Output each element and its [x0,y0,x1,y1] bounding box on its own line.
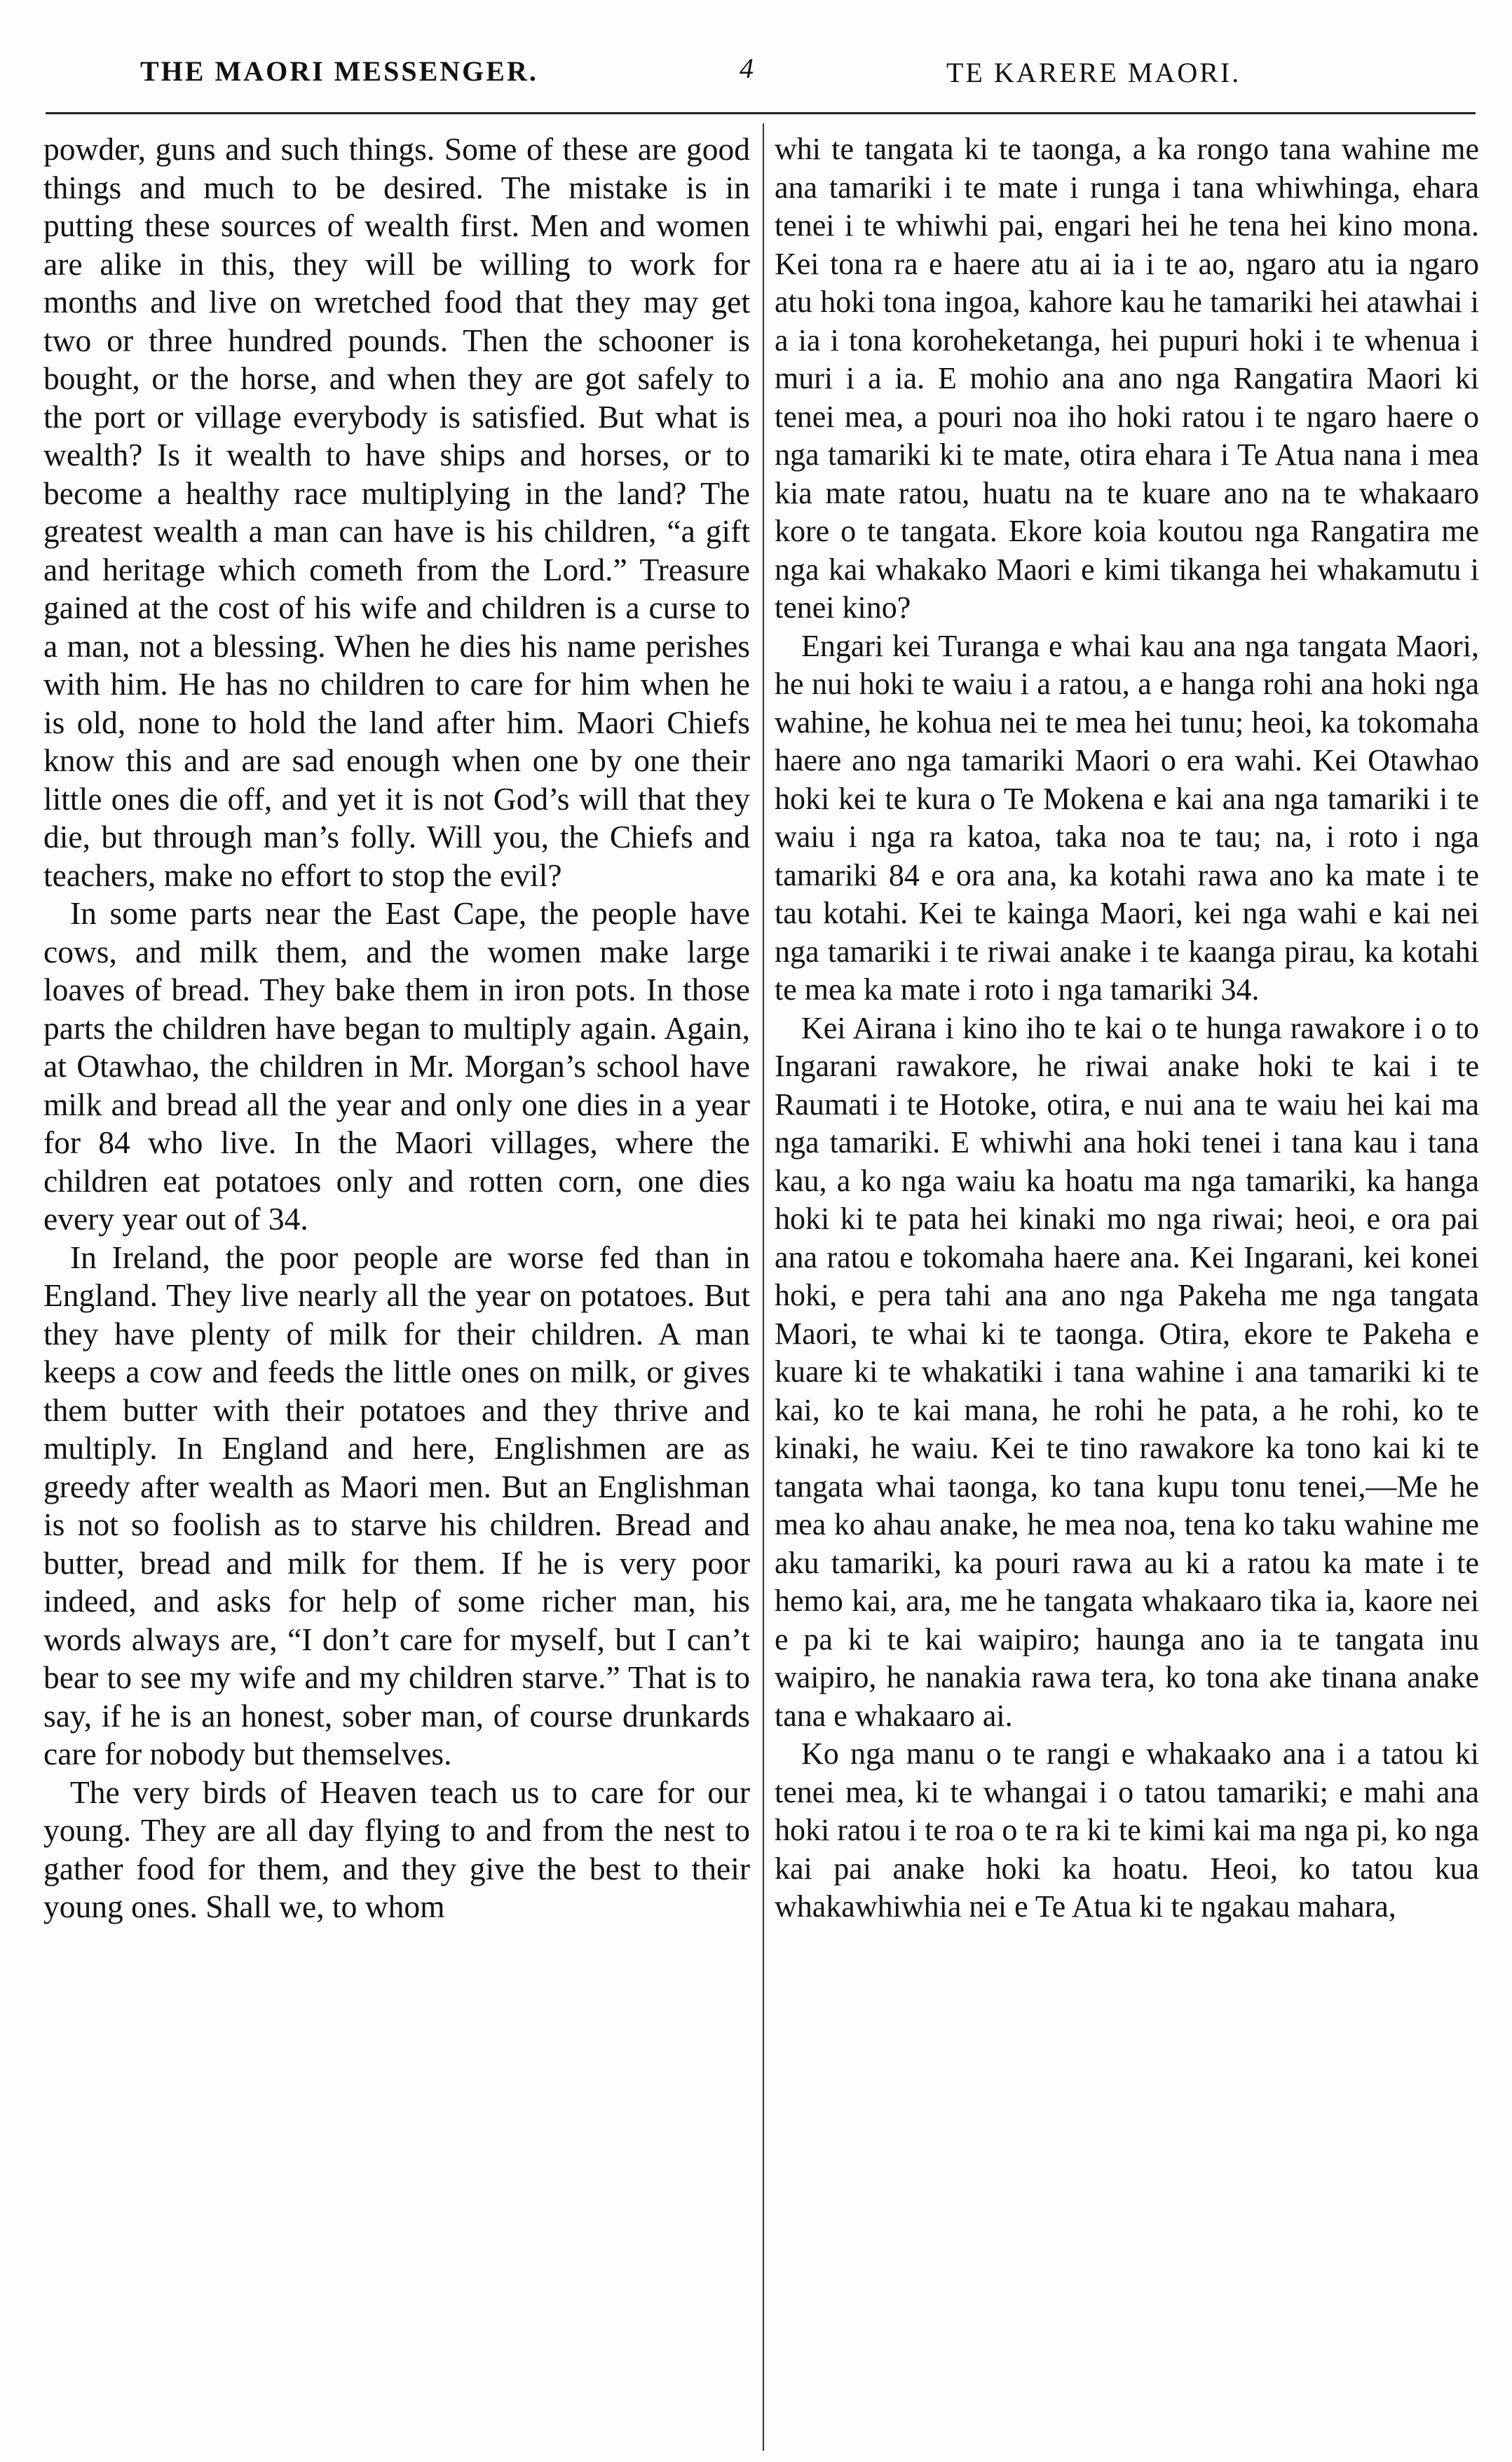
maori-paragraph: Ko nga manu o te rangi e whakaako ana i a tatou ki tenei mea, ki te whangai i o tatou tamariki; e mahi ana hoki ratou i te roa o te ra ki te kimi kai ma nga pi, ko nga kai pai anake hoki ka hoatu. Heoi, ko tatou kua whakawhiwhia nei e Te Atua ki te ngakau mahara, [775,1736,1479,1924]
maori-paragraph: whi te tangata ki te taonga, a ka rongo tana wahine me ana tamariki i te mate i runga i tana whiwhinga, ehara tenei i te whiwhi pai, engari hei he tena hei kino mona. Kei tona ra e haere atu ai ia i te ao, ngaro atu ia ngaro atu hoki tona ingoa, kahore kau he tamariki hei atawhai i a ia i tona koroheketanga, hei pupuri hoki i te whenua i muri i a ia. E mohio ana ano nga Rangatira Maori ki tenei mea, a pouri noa iho hoki ratou i te ngaro haere o nga tamariki ki te mate, otira ehara i Te Atua nana i mea kia mate ratou, huatu na te kuare ano na te whakaaro kore o te tangata. Ekore koia koutou nga Rangatira me nga kai whakako Maori e kimi tikanga hei whakamutu i tenei kino? [775,132,1479,625]
english-paragraph: In some parts near the East Cape, the people have cows, and milk them, and the women make large loaves of bread. They bake them in iron pots. In those parts the children have began to multiply again. Again, at Otawhao, the children in Mr. Morgan’s school have milk and bread all the year and only one dies in a year for 84 who live. In the Maori villages, where the children eat potatoes only and rotten corn, one dies every year out of 34. [43,895,750,1237]
maori-paragraph: Kei Airana i kino iho te kai o te hunga rawakore i o to Ingarani rawakore, he riwai anake hoki te kai i te Raumati i te Hotoke, otira, e nui ana te waiu hei kai ma nga tamariki. E whiwhi ana hoki tenei i tana kau i tana kau, a ko nga waiu ka hoatu ma nga tamariki, ka hanga hoki ki te pata hei kinaki mo nga riwai; heoi, e ora pai ana ratou e tokomaha haere ana. Kei Ingarani, kei konei hoki, e pera tahi ana ano nga Pakeha me nga tangata Maori, te whai ki te taonga. Otira, ekore te Pakeha e kuare ki te whakatiki i tana wahine i ana tamariki ki te kai, ko te kai mana, he rohi he pata, a he rohi, ko te kinaki, he waiu. Kei te tino rawakore ka tono kai ki te tangata whai taonga, ko tana kupu tonu tenei,—Me he mea ko ahau anake, he mea noa, tena ko taku wahine me aku tamariki, ka pouri rawa au ki a ratou ka mate i te hemo kai, ara, me he tangata whakaaro tika ia, kaore nei e pa ki te kai waipiro; haunga ano ia te tangata inu waipiro, he nanakia rawa tera, ko tona ake tinana anake tana e whakaaro ai. [775,1010,1479,1733]
header-rule [46,112,1476,114]
english-column [43,130,750,2444]
english-paragraph: powder, guns and such things. Some of these are good things and much to be desired. The mistake is in putting these sources of wealth first. Men and women are alike in this, they will be willing to work for months and live on wretched food that they may get two or three hundred pounds. Then the schooner is bought, or the horse, and when they are got safely to the port or village everybody is satisfied. But what is wealth? Is it wealth to have ships and horses, or to become a healthy race multiplying in the land? The greatest wealth a man can have is his children, “a gift and heritage which cometh from the Lord.” Treasure gained at the cost of his wife and children is a curse to a man, not a blessing. When he dies his name perishes with him. He has no children to care for him when he is old, none to hold the land after him. Maori Chiefs know this and are sad enough when one by one their little ones die off, and yet it is not God’s will that they die, but through man’s folly. Will you, the Chiefs and teachers, make no effort to stop the evil? [43,131,750,893]
english-masthead-title: THE MAORI MESSENGER. [140,55,538,87]
english-paragraph: In Ireland, the poor people are worse fed than in England. They live nearly all the year on potatoes. But they have plenty of milk for their children. A man keeps a cow and feeds the little ones on milk, or gives them butter with their potatoes and they thrive and multiply. In England and here, Englishmen are as greedy after wealth as Maori men. But an Englishman is not so foolish as to starve his children. Bread and butter, bread and milk for them. If he is very poor indeed, and asks for help of some richer man, his words always are, “I don’t care for myself, but I can’t bear to see my wife and my children starve.” That is to say, if he is an honest, sober man, of course drunkards care for nobody but themselves. [43,1239,750,1771]
maori-paragraph: Engari kei Turanga e whai kau ana nga tangata Maori, he nui hoki te waiu i a ratou, a e hanga rohi ana hoki nga wahine, he kohua nei te mea hei tunu; heoi, ka tokomaha haere ano nga tamariki Maori o era wahi. Kei Otawhao hoki kei te kura o Te Mokena e kai ana nga tamariki i te waiu i nga ra katoa, taka noa te tau; na, i roto i nga tamariki 84 e ora ana, ka kotahi rawa ano ka mate i te tau kotahi. Kei te kainga Maori, kei nga wahi e kai nei nga tamariki i te riwai anake i te kaanga pirau, ka kotahi te mea ka mate i roto i nga tamariki 34. [775,628,1479,1007]
column-divider [763,123,764,2451]
page-header [0,46,1512,102]
maori-masthead-title: TE KARERE MAORI. [946,57,1241,88]
page-number: 4 [740,53,756,84]
english-paragraph: The very birds of Heaven teach us to care for our young. They are all day flying to and from the nest to gather food for them, and they give the best to their young ones. Shall we, to whom [43,1774,750,1924]
maori-column [775,130,1479,2444]
